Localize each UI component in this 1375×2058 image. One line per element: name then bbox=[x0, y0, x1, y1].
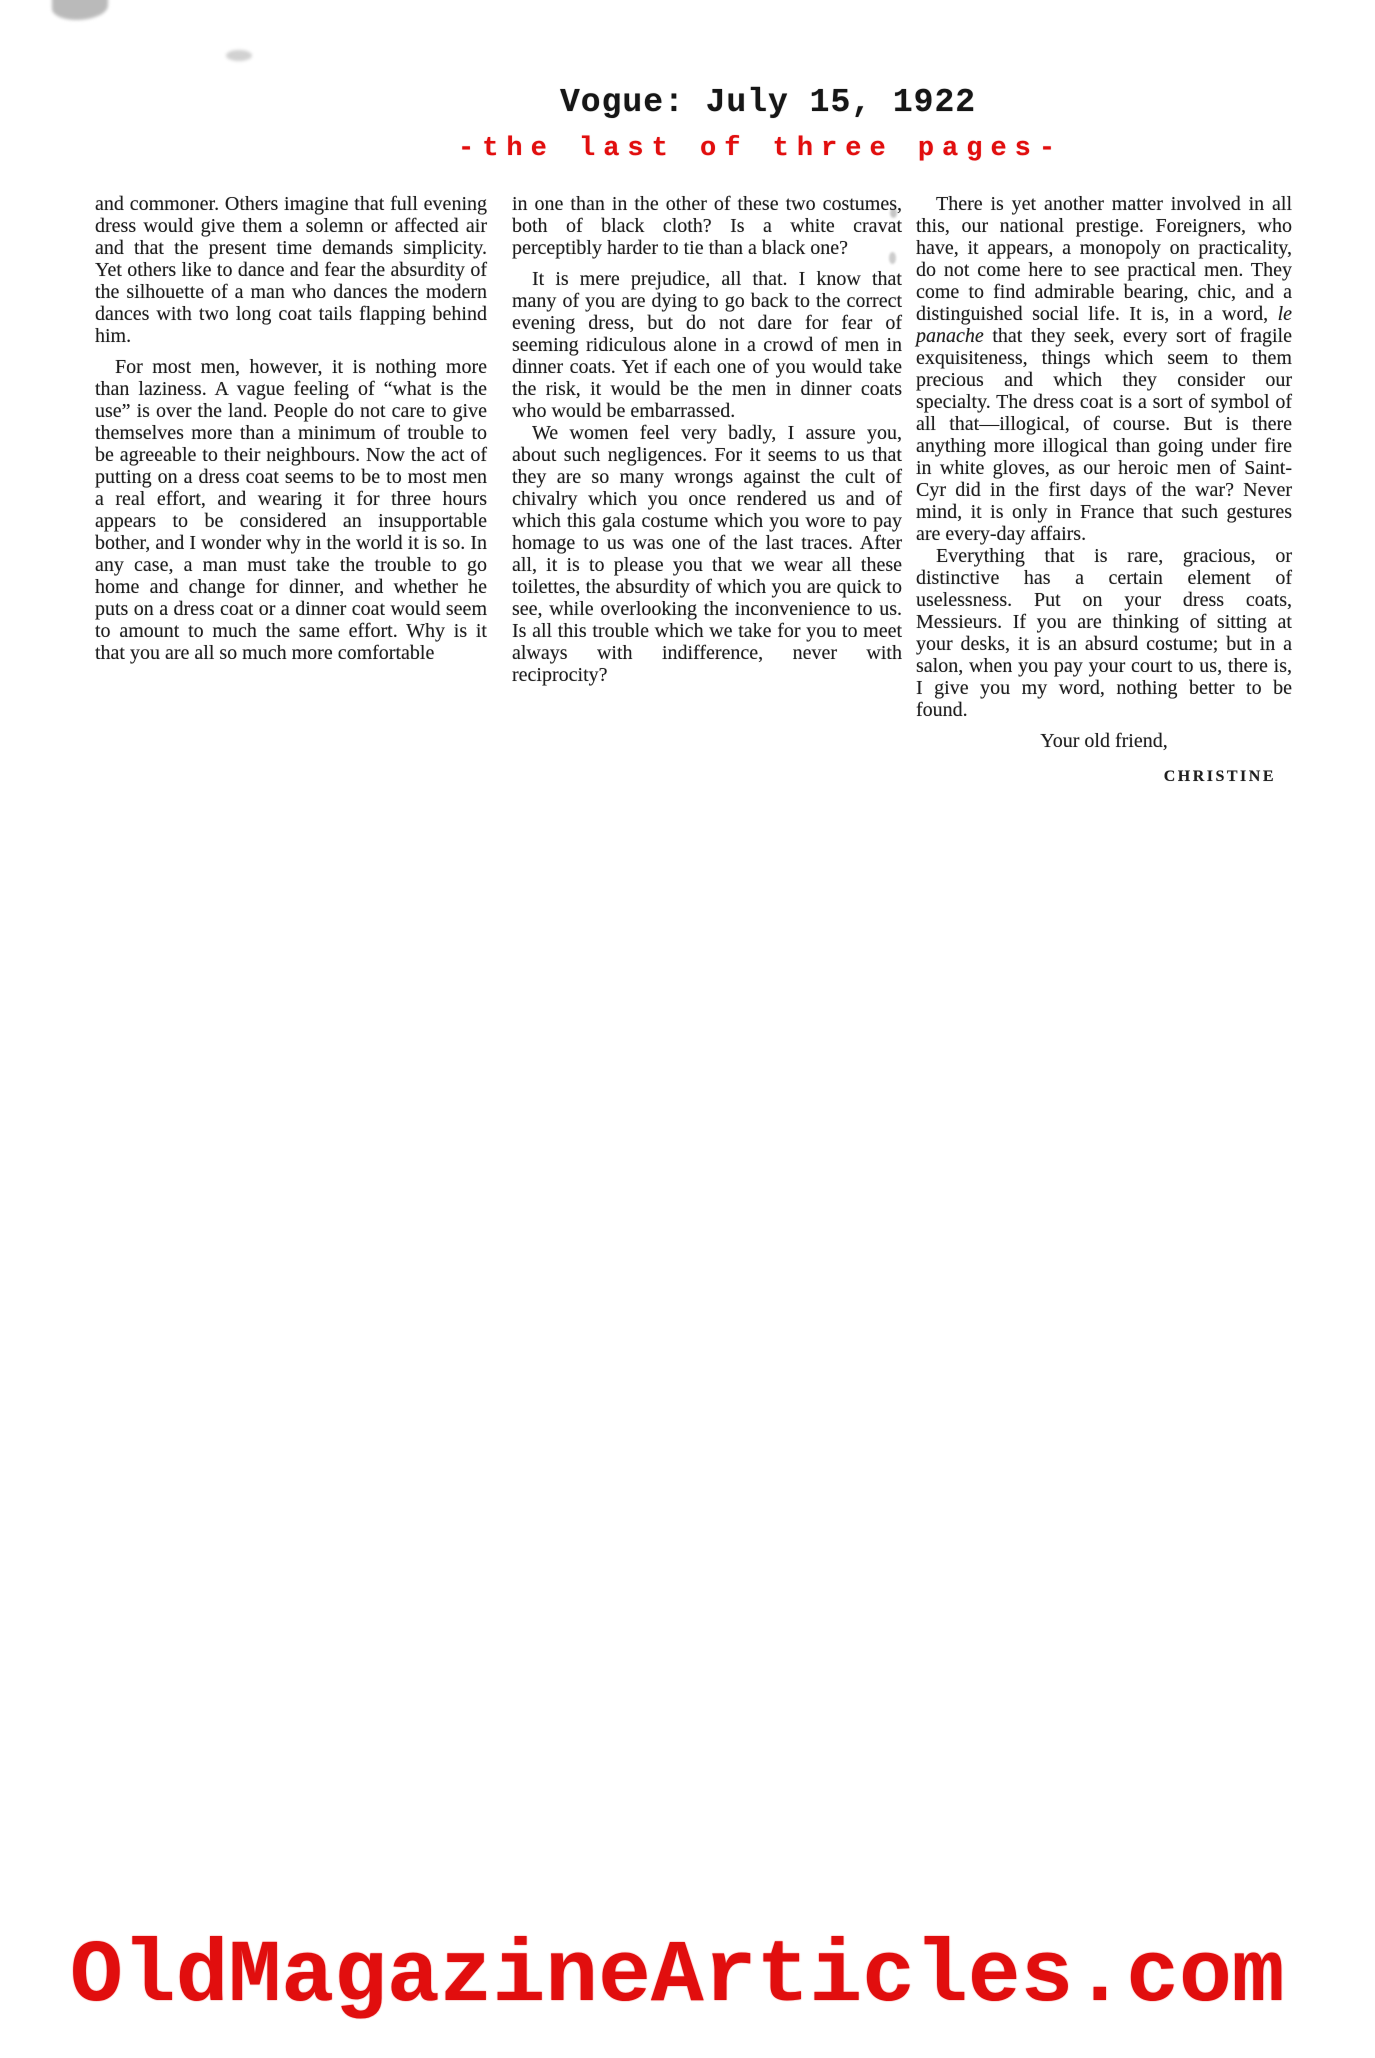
article-column-2 bbox=[512, 193, 902, 686]
text-segment: It is mere prejudice, all that. I know that many of you are dying to go back to the correct evening dress, but do not dare for fear of seeming ridiculous alone in a crowd of men in dinner coats. Yet if each one of you would take the risk, it would be the men in dinner coats who would be embarrassed. bbox=[512, 268, 902, 422]
article-column-1 bbox=[95, 193, 487, 664]
text-segment: and commoner. Others imagine that full evening dress would give them a solemn or affected air and that the present time demands simplicity. Yet others like to dance and fear the absurdity of the silhouette of a man who dances the modern dances with two long coat tails flapping behind him. bbox=[95, 193, 487, 347]
scan-smudge bbox=[226, 50, 252, 61]
article-column-3 bbox=[916, 193, 1292, 786]
paragraph bbox=[512, 268, 902, 422]
text-segment: that they seek, every sort of fragile exquisiteness, things which seem to them precious and which they consider our specialty. The dress coat is a sort of symbol of all that—illogical, of course. But is there anything more illogical than going under fire in white gloves, as our heroic men of Saint-Cyr did in the first days of the war? Never mind, it is only in France that such gestures are every-day affairs. bbox=[916, 325, 1292, 545]
text-segment: For most men, however, it is nothing more than laziness. A vague feeling of “what is the use” is over the land. People do not care to give themselves more than a minimum of trouble to be agreeable to their neighbours. Now the act of putting on a dress coat seems to be to most men a real effort, and wearing it for three hours appears to be considered an insupportable bother, and I wonder why in the world it is so. In any case, a man must take the trouble to go home and change for dinner, and whether he puts on a dress coat or a dinner coat would seem to amount to much the same effort. Why is it that you are all so much more comfortable bbox=[95, 356, 487, 664]
paragraph bbox=[95, 193, 487, 347]
column-paragraphs bbox=[95, 193, 487, 664]
masthead-title: Vogue: July 15, 1922 bbox=[560, 84, 977, 121]
paragraph bbox=[916, 193, 1292, 545]
paragraph bbox=[95, 356, 487, 664]
text-segment: There is yet another matter involved in all this, our national prestige. Foreigners, who have, it appears, a monopoly on practicality, do not come here to see practical men. They come to find admirable bearing, chic, and a distinguished social life. It is, in a word, bbox=[916, 193, 1292, 325]
page-context-note: -the last of three pages- bbox=[458, 134, 1064, 164]
column-paragraphs bbox=[916, 193, 1292, 721]
site-watermark: OldMagazineArticles.com bbox=[70, 1928, 1285, 2027]
scan-smudge bbox=[52, 0, 108, 20]
text-segment: We women feel very badly, I assure you, about such negligences. For it seems to us that they are so many wrongs against the cult of chivalry which you once rendered us and of which this gala costume which you wore to pay homage to us was one of the last traces. After all, it is to please you that we wear all these toilettes, the absurdity of which you are quick to see, while overlooking the inconvenience to us. Is all this trouble which we take for you to meet always with indifference, never with reciprocity? bbox=[512, 422, 902, 686]
author-signature: CHRISTINE bbox=[1163, 768, 1276, 785]
signoff-line: Your old friend, bbox=[1040, 730, 1168, 752]
paragraph bbox=[512, 193, 902, 259]
paragraph bbox=[916, 545, 1292, 721]
text-segment: Everything that is rare, gracious, or distinctive has a certain element of uselessness. Put on your dress coats, Messieurs. If you are thinking of sitting at your desks, it is an absurd costume; but in a salon, when you pay your court to us, there is, I give you my word, nothing better to be found. bbox=[916, 545, 1292, 721]
text-segment: in one than in the other of these two costumes, both of black cloth? Is a white cravat perceptibly harder to tie than a black one? bbox=[512, 193, 902, 259]
italic-phrase: le panache bbox=[916, 303, 1292, 347]
column-paragraphs bbox=[512, 193, 902, 686]
paragraph bbox=[512, 422, 902, 686]
